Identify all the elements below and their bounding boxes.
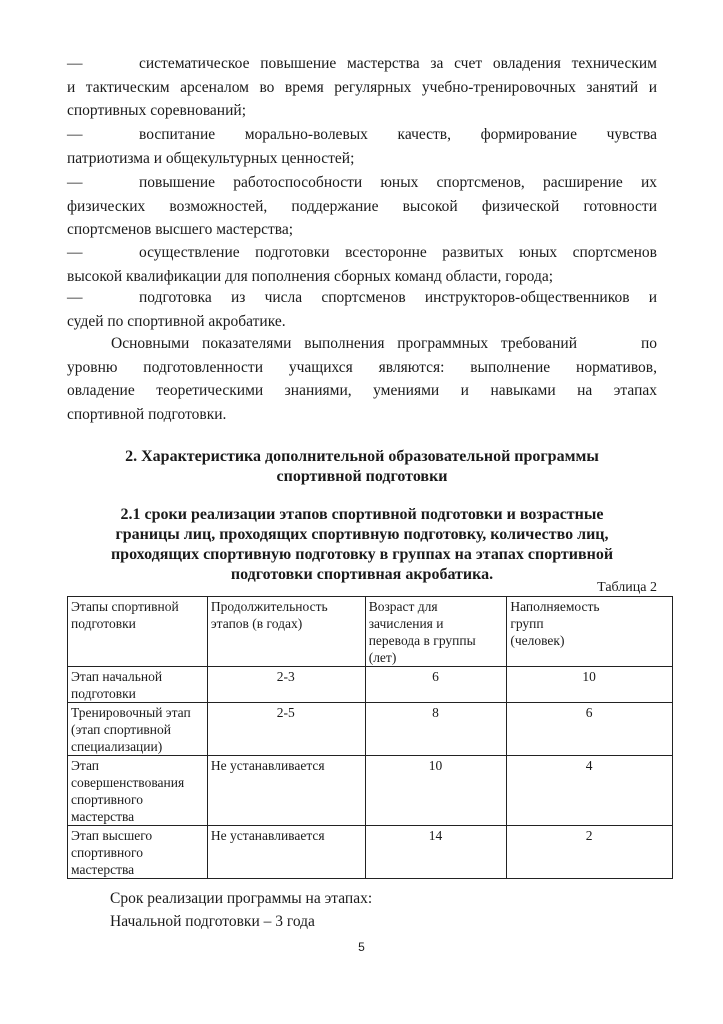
paragraph-line: уровню подготовленности учащихся являются: выполнение нормативов, — [67, 358, 657, 376]
header-text: (человек) — [510, 633, 565, 648]
program-term-initial: Начальной подготовки – 3 года — [110, 913, 315, 930]
header-text: перевода в группы — [368, 633, 476, 648]
header-text: зачисления и — [368, 616, 444, 631]
dash-marker: — — [67, 55, 83, 72]
bullet-item — [67, 123, 657, 170]
group-size-cell: 10 — [507, 667, 673, 703]
heading-line: спортивной подготовки — [276, 468, 448, 485]
stage-cell — [68, 756, 208, 826]
header-text: этапов (в годах) — [210, 616, 303, 631]
paragraph-line: овладение теоретическими знаниями, умениями и навыками на этапах — [67, 382, 657, 399]
header-cell-duration — [207, 597, 365, 667]
cell-text: спортивного — [71, 845, 143, 860]
dash-marker: — — [67, 289, 83, 306]
stages-table — [67, 596, 673, 879]
header-text: групп — [510, 616, 544, 631]
duration-cell: 2-3 — [207, 667, 365, 703]
heading-line: границы лиц, проходящих спортивную подготовку, количество лиц, — [115, 526, 609, 543]
bullet-text: спортивных соревнований; — [67, 102, 246, 119]
duration-cell: Не устанавливается — [207, 756, 365, 826]
table-row — [68, 703, 673, 756]
dash-marker: — — [67, 174, 83, 191]
table-header-row — [68, 597, 673, 667]
stage-cell — [68, 667, 208, 703]
heading-line: проходящих спортивную подготовку в группах на этапах спортивной — [110, 546, 614, 563]
cell-text: подготовки — [71, 686, 136, 701]
bullet-item — [67, 52, 657, 123]
section-heading — [67, 447, 657, 487]
cell-text: Тренировочный этап — [71, 705, 191, 720]
table-row — [68, 826, 673, 879]
cell-text: Этап начальной — [71, 669, 163, 684]
bullet-text: физических возможностей, поддержание высокой физической готовности — [67, 197, 657, 215]
dash-marker: — — [67, 244, 83, 261]
header-text: Этапы спортивной — [71, 599, 179, 614]
age-cell: 6 — [365, 667, 507, 703]
stage-cell — [68, 826, 208, 879]
indicators-paragraph — [67, 332, 657, 426]
paragraph-line: спортивной подготовки. — [67, 405, 227, 423]
bullet-text: патриотизма и общекультурных ценностей; — [67, 149, 355, 167]
table-row — [68, 756, 673, 826]
bullet-text: повышение работоспособности юных спортсменов, расширение их — [139, 174, 657, 191]
duration-cell: 2-5 — [207, 703, 365, 756]
heading-line: 2.1 сроки реализации этапов спортивной подготовки и возрастные — [120, 506, 604, 523]
program-term-intro: Срок реализации программы на этапах: — [110, 890, 373, 907]
bullet-text: систематическое повышение мастерства за счет овладения техническим — [139, 55, 657, 72]
stage-cell — [68, 703, 208, 756]
cell-text: спортивного — [71, 792, 143, 807]
cell-text: совершенствования — [71, 775, 185, 790]
header-cell-stage — [68, 597, 208, 667]
bullet-text: осуществление подготовки всесторонне развитых юных спортсменов — [139, 244, 657, 261]
header-text: Продолжительность — [210, 599, 328, 614]
cell-text: Этап высшего — [71, 828, 153, 843]
table-row — [68, 667, 673, 703]
bullet-text: высокой квалификации для пополнения сборных команд области, города; — [67, 267, 554, 285]
paragraph-line: Основными показателями выполнения программных требований по — [111, 335, 657, 352]
header-text: подготовки — [71, 616, 136, 631]
age-cell: 10 — [365, 756, 507, 826]
bullet-item — [67, 241, 657, 288]
group-size-cell: 4 — [507, 756, 673, 826]
bullet-text: подготовка из числа спортсменов инструкторов-общественников и — [139, 289, 657, 306]
bullet-item — [67, 171, 657, 242]
bullet-text: спортсменов высшего мастерства; — [67, 221, 294, 238]
header-cell-age — [365, 597, 507, 667]
header-text: Возраст для — [368, 599, 438, 614]
age-cell: 14 — [365, 826, 507, 879]
cell-text: мастерства — [71, 862, 135, 877]
bullet-item — [67, 286, 657, 333]
duration-cell: Не устанавливается — [207, 826, 365, 879]
cell-text: специализации) — [71, 739, 163, 754]
bullet-text: судей по спортивной акробатике. — [67, 312, 286, 330]
heading-line: 2. Характеристика дополнительной образовательной программы — [125, 448, 599, 465]
age-cell: 8 — [365, 703, 507, 756]
table-caption: Таблица 2 — [597, 580, 657, 595]
subsection-heading — [60, 505, 664, 585]
bullet-text: воспитание морально-волевых качеств, формирование чувства — [139, 126, 657, 143]
heading-line: подготовки спортивная акробатика. — [230, 566, 494, 583]
cell-text: (этап спортивной — [71, 722, 172, 737]
cell-text: мастерства — [71, 809, 135, 824]
page-number: 5 — [358, 940, 365, 954]
header-text: Наполняемость — [510, 599, 600, 614]
group-size-cell: 2 — [507, 826, 673, 879]
header-cell-group-size — [507, 597, 673, 667]
group-size-cell: 6 — [507, 703, 673, 756]
cell-text: Этап — [71, 758, 100, 773]
header-text: (лет) — [368, 650, 397, 665]
bullet-text: и тактическим арсеналом во время регулярных учебно-тренировочных занятий и — [67, 78, 657, 96]
dash-marker: — — [67, 126, 83, 143]
